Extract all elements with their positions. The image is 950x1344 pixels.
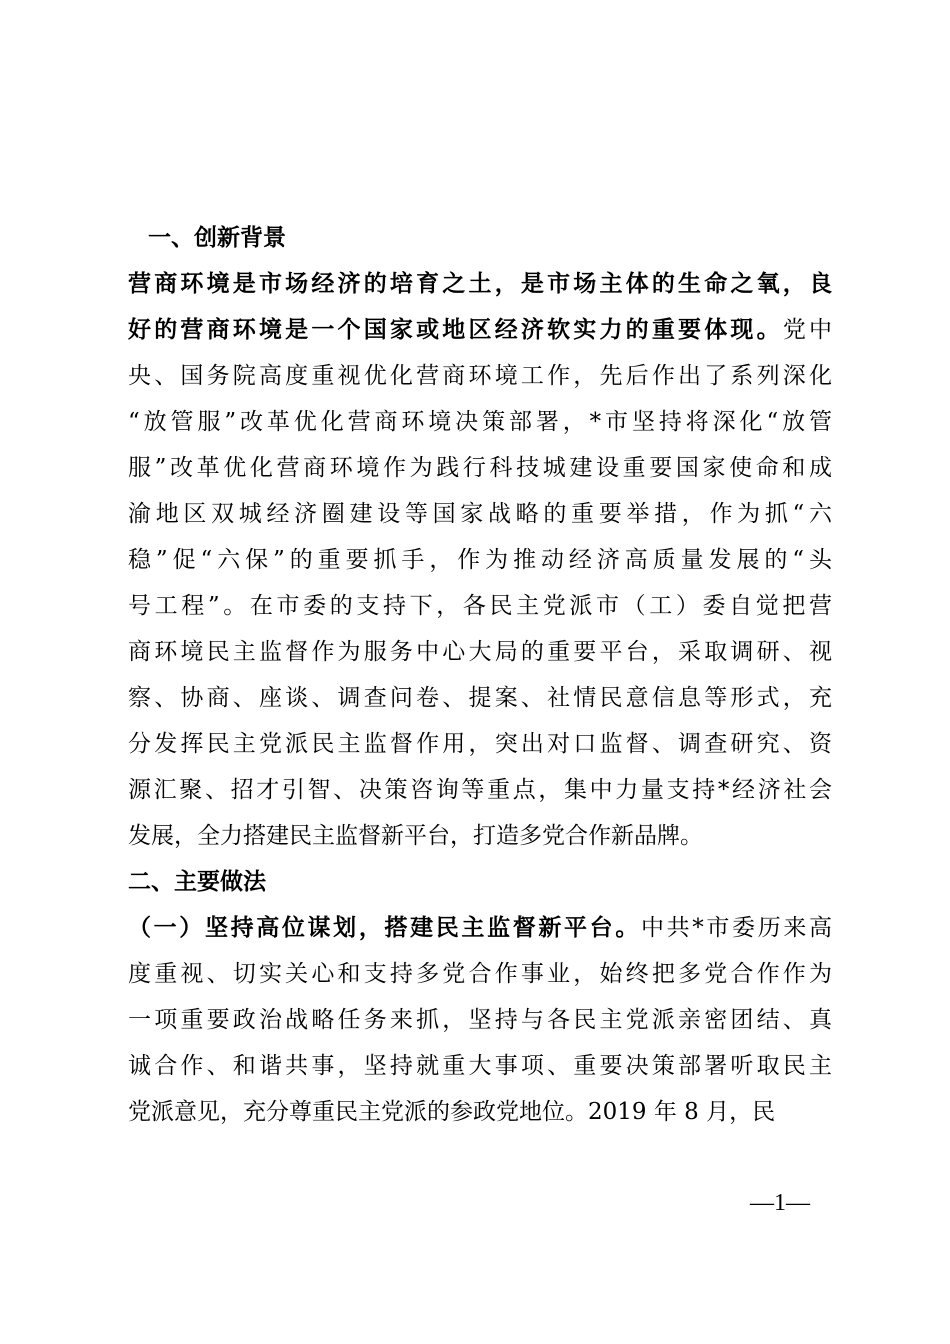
body-text: 党派意见，充分尊重民主党派的参政党地位。2019 年 8 月，民: [128, 1099, 776, 1125]
text-line: [128, 307, 832, 353]
body-text: 度重视、切实关心和支持多党合作事业，始终把多党合作作为: [128, 961, 832, 987]
text-line: [128, 261, 832, 307]
section-heading-2: 二、主要做法: [128, 869, 266, 895]
body-text: 渝地区双城经济圈建设等国家战略的重要举措，作为抓“六: [128, 501, 832, 527]
text-line: [128, 399, 832, 445]
body-text: 诚合作、和谐共事，坚持就重大事项、重要决策部署听取民主: [128, 1053, 832, 1079]
body-text: 服”改革优化营商环境作为践行科技城建设重要国家使命和成: [128, 455, 832, 481]
body-text: 稳”促“六保”的重要抓手，作为推动经济高质量发展的“头: [128, 547, 832, 573]
page-number: —1—: [750, 1190, 810, 1216]
text-line: [128, 445, 832, 491]
section-2-paragraph: [128, 905, 832, 1135]
text-line: [128, 353, 832, 399]
text-line: [128, 537, 832, 583]
body-text: 号工程”。在市委的支持下，各民主党派市（工）委自觉把营: [128, 593, 832, 619]
body-text: 央、国务院高度重视优化营商环境工作，先后作出了系列深化: [128, 363, 832, 389]
body-text: “放管服”改革优化营商环境决策部署，*市坚持将深化“放管: [128, 409, 832, 435]
text-line: [128, 675, 832, 721]
body-text: 察、协商、座谈、调查问卷、提案、社情民意信息等形式，充: [128, 685, 832, 711]
body-text: 发展，全力搭建民主监督新平台，打造多党合作新品牌。: [128, 823, 703, 849]
text-line: [128, 905, 832, 951]
text-line: [128, 813, 832, 859]
text-line: [128, 951, 832, 997]
bold-text: 营商环境是市场经济的培育之土，是市场主体的生命之氧，良: [128, 271, 832, 297]
text-line: [128, 1089, 832, 1135]
text-line: [128, 583, 832, 629]
body-text: 商环境民主监督作为服务中心大局的重要平台，采取调研、视: [128, 639, 832, 665]
text-line: [128, 629, 832, 675]
text-line: [128, 721, 832, 767]
body-text: 党中: [782, 317, 833, 343]
bold-text: 好的营商环境是一个国家或地区经济软实力的重要体现。: [128, 317, 783, 343]
text-line: [128, 1043, 832, 1089]
bold-text: （一）坚持高位谋划，搭建民主监督新平台。: [128, 915, 641, 941]
document-body: [128, 215, 832, 1135]
body-text: 分发挥民主党派民主监督作用，突出对口监督、调查研究、资: [128, 731, 832, 757]
body-text: 中共*市委历来高: [640, 915, 833, 941]
text-line: [128, 491, 832, 537]
body-text: 一项重要政治战略任务来抓，坚持与各民主党派亲密团结、真: [128, 1007, 832, 1033]
text-line: [128, 767, 832, 813]
section-heading-1: 一、创新背景: [148, 225, 286, 251]
text-line: [128, 997, 832, 1043]
section-1-paragraph: [128, 261, 832, 859]
body-text: 源汇聚、招才引智、决策咨询等重点，集中力量支持*经济社会: [128, 777, 832, 803]
